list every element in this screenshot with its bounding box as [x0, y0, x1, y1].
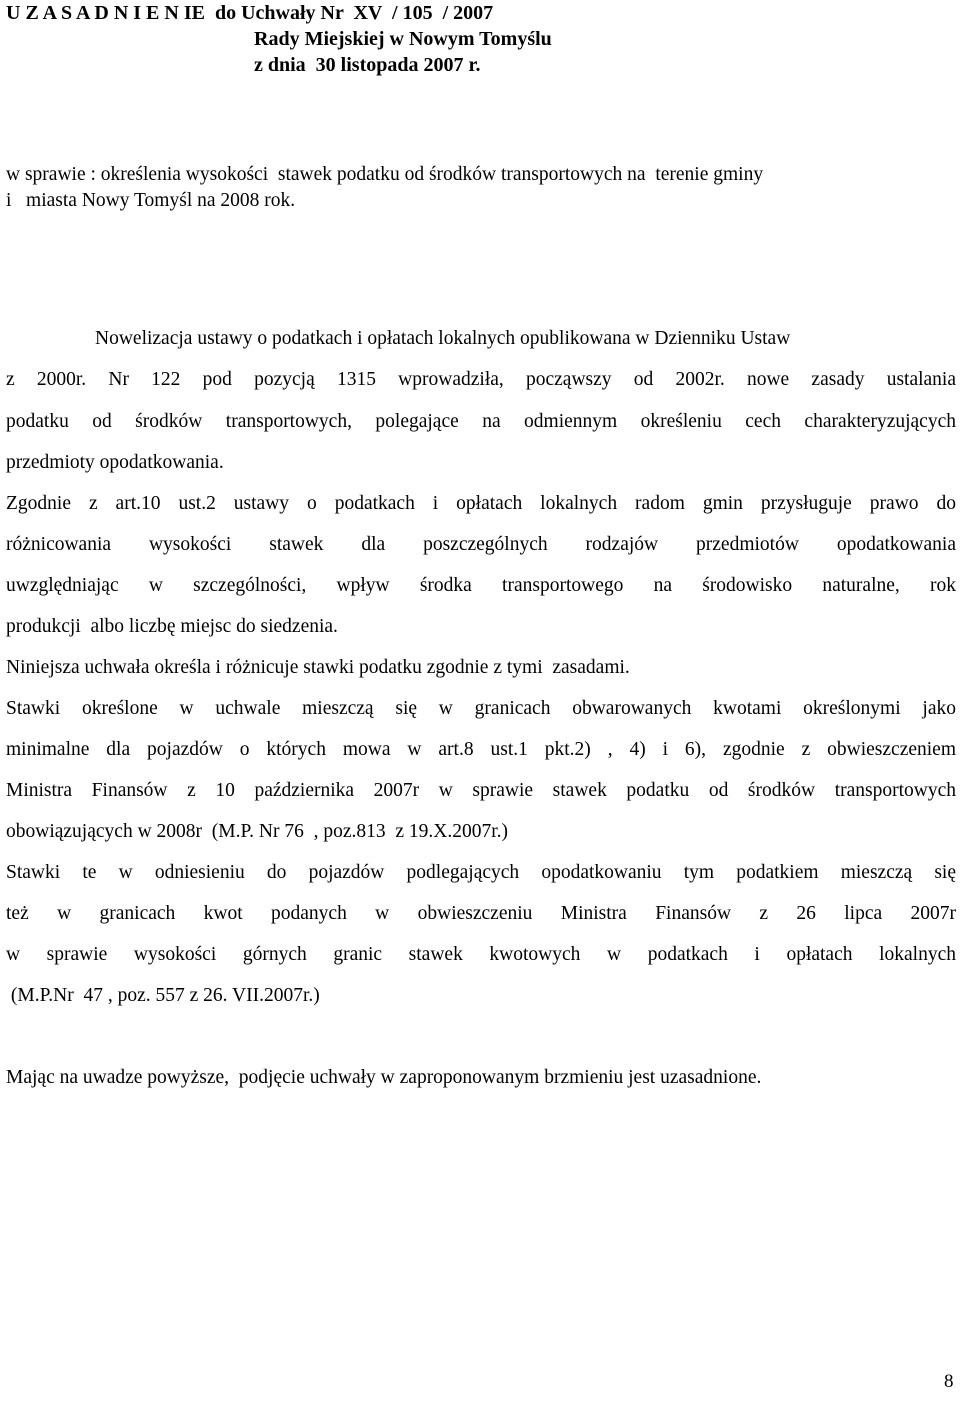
body-line: podatku od środków transportowych, polegające na odmiennym określeniu cech charakteryzujących	[6, 411, 956, 432]
body-line: Nowelizacja ustawy o podatkach i opłatach lokalnych opublikowana w Dzienniku Ustaw	[95, 328, 791, 349]
body-line: z 2000r. Nr 122 pod pozycją 1315 wprowadziła, począwszy od 2002r. nowe zasady ustalania	[6, 369, 956, 390]
body-line: (M.P.Nr 47 , poz. 557 z 26. VII.2007r.)	[6, 985, 320, 1006]
body-line: w sprawie wysokości górnych granic stawek kwotowych w podatkach i opłatach lokalnych	[6, 944, 956, 965]
closing-statement: Mając na uwadze powyższe, podjęcie uchwały w zaproponowanym brzmieniu jest uzasadnione.	[6, 1067, 762, 1088]
subject-line-2: i miasta Nowy Tomyśl na 2008 rok.	[6, 190, 296, 211]
body-line: uwzględniając w szczególności, wpływ środka transportowego na środowisko naturalne, rok	[6, 575, 956, 596]
body-line: minimalne dla pojazdów o których mowa w art.8 ust.1 pkt.2) , 4) i 6), zgodnie z obwieszczeniem	[6, 739, 956, 760]
body-line: Stawki te w odniesieniu do pojazdów podlegających opodatkowaniu tym podatkiem mieszczą się	[6, 862, 956, 883]
body-line: Stawki określone w uchwale mieszczą się w granicach obwarowanych kwotami określonymi jako	[6, 698, 956, 719]
resolution-date: z dnia 30 listopada 2007 r.	[254, 54, 481, 76]
document-title: U Z A S A D N I E N IE do Uchwały Nr XV / 105 / 2007	[6, 2, 494, 24]
page-number: 8	[944, 1371, 954, 1392]
body-line: też w granicach kwot podanych w obwieszczeniu Ministra Finansów z 26 lipca 2007r	[6, 903, 956, 924]
body-line: Niniejsza uchwała określa i różnicuje stawki podatku zgodnie z tymi zasadami.	[6, 657, 630, 678]
subject-line-1: w sprawie : określenia wysokości stawek podatku od środków transportowych na terenie gminy	[6, 164, 764, 185]
body-line: Ministra Finansów z 10 października 2007r w sprawie stawek podatku od środków transportowych	[6, 780, 956, 801]
body-line: różnicowania wysokości stawek dla poszczególnych rodzajów przedmiotów opodatkowania	[6, 534, 956, 555]
body-line: produkcji albo liczbę miejsc do siedzenia.	[6, 616, 338, 637]
body-line: Zgodnie z art.10 ust.2 ustawy o podatkach i opłatach lokalnych radom gmin przysługuje prawo do	[6, 493, 956, 514]
body-line: obowiązujących w 2008r (M.P. Nr 76 , poz.813 z 19.X.2007r.)	[6, 821, 509, 842]
council-name: Rady Miejskiej w Nowym Tomyślu	[254, 28, 552, 50]
body-line: przedmioty opodatkowania.	[6, 452, 224, 473]
